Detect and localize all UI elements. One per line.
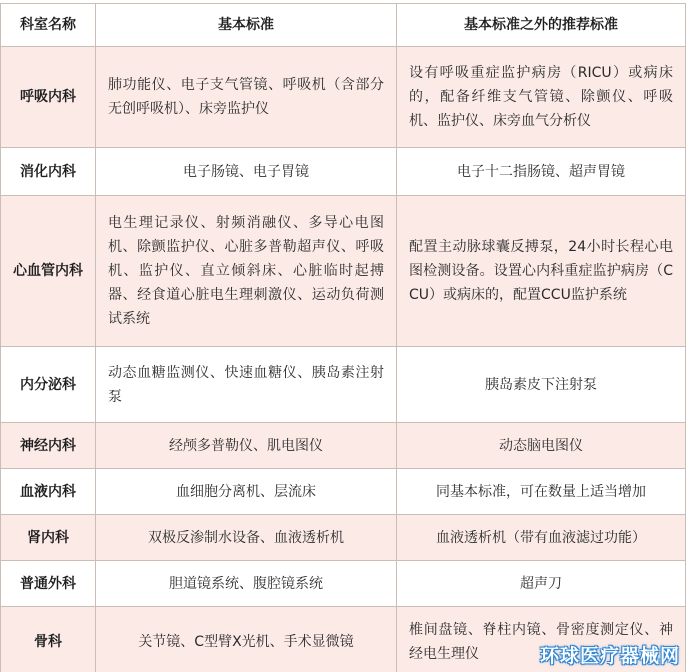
header-dept-name: 科室名称 [1,4,96,47]
basic-standard: 电生理记录仪、射频消融仪、多导心电图机、除颤监护仪、心脏多普勒超声仪、呼吸机、监护仪、直立倾斜床、心脏临时起搏器、经食道心脏电生理刺激仪、运动负荷测试系统 [96,196,397,347]
recommended-standard: 设有呼吸重症监护病房（RICU）或病床的，配备纤维支气管镜、除颤仪、呼吸机、监护仪、床旁血气分析仪 [397,47,686,148]
dept-name: 内分泌科 [1,347,96,423]
dept-name: 心血管内科 [1,196,96,347]
table-row [1,515,686,561]
recommended-standard: 同基本标准，可在数量上适当增加 [397,469,686,515]
recommended-standard: 椎间盘镜、脊柱内镜、骨密度测定仪、神经电生理仪 [397,607,686,672]
table-row [1,47,686,148]
dept-name: 呼吸内科 [1,47,96,148]
basic-standard: 肺功能仪、电子支气管镜、呼吸机（含部分无创呼吸机）、床旁监护仪 [96,47,397,148]
table-row [1,347,686,423]
dept-name: 神经内科 [1,423,96,469]
header-recommended-standard: 基本标准之外的推荐标准 [397,4,686,47]
table-row [1,196,686,347]
recommended-standard: 胰岛素皮下注射泵 [397,347,686,423]
equipment-standards-table [0,3,686,672]
dept-name: 骨科 [1,607,96,672]
recommended-standard: 配置主动脉球囊反搏泵，24小时长程心电图检测设备。设置心内科重症监护病房（CCU）或病床的，配置CCU监护系统 [397,196,686,347]
basic-standard: 关节镜、C型臂X光机、手术显微镜 [96,607,397,672]
table-row [1,469,686,515]
basic-standard: 动态血糖监测仪、快速血糖仪、胰岛素注射泵 [96,347,397,423]
basic-standard: 胆道镜系统、腹腔镜系统 [96,561,397,607]
header-basic-standard: 基本标准 [96,4,397,47]
dept-name: 消化内科 [1,148,96,196]
basic-standard: 血细胞分离机、层流床 [96,469,397,515]
recommended-standard: 电子十二指肠镜、超声胃镜 [397,148,686,196]
table-header-row [1,4,686,47]
basic-standard: 电子肠镜、电子胃镜 [96,148,397,196]
table-row [1,148,686,196]
table-row [1,561,686,607]
recommended-standard: 超声刀 [397,561,686,607]
recommended-standard: 动态脑电图仪 [397,423,686,469]
table-row [1,423,686,469]
watermark-logo: 环球医疗器械网 [539,645,680,667]
basic-standard: 经颅多普勒仪、肌电图仪 [96,423,397,469]
dept-name: 普通外科 [1,561,96,607]
recommended-standard: 血液透析机（带有血液滤过功能） [397,515,686,561]
dept-name: 肾内科 [1,515,96,561]
dept-name: 血液内科 [1,469,96,515]
basic-standard: 双极反渗制水设备、血液透析机 [96,515,397,561]
